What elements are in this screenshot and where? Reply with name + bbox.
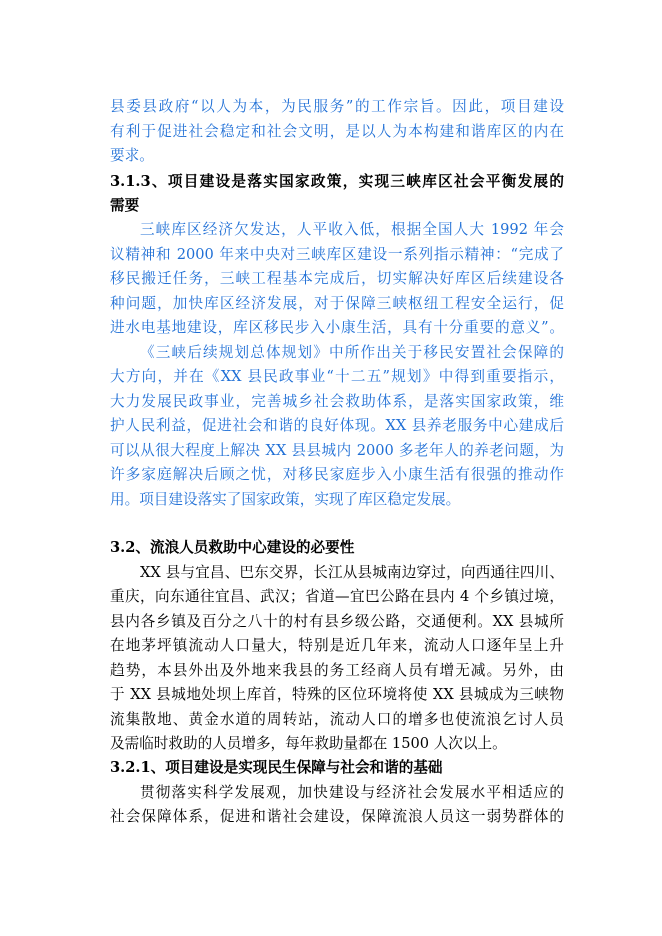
paragraph-line: 县内各乡镇及百分之八十的村有县乡级公路，交通便利。XX 县城所 [110,613,564,630]
paragraph-line: 趋势，本县外出及外地来我县的务工经商人员有增无减。另外，由 [110,662,564,679]
paragraph-line: 种问题，加快库区经济发展，对于保障三峡枢纽工程安全运行，促 [110,295,564,312]
paragraph-line: 移民搬迁任务，三峡工程基本完成后，切实解决好库区后续建设各 [110,270,564,287]
section-heading: 3.2.1、项目建设是实现民生保障与社会和谐的基础 [110,759,443,776]
paragraph-line: 《三峡后续规划总体规划》中所作出关于移民安置社会保障的 [140,344,564,361]
paragraph-line: 重庆，向东通往宜昌、武汉；省道—宜巴公路在县内 4 个乡镇过境， [110,588,564,605]
paragraph-line: 许多家庭解决后顾之忧，对移民家庭步入小康生活有很强的推动作 [110,466,564,483]
paragraph-line: 于 XX 县城地处坝上库首，特殊的区位环境将使 XX 县城成为三峡物 [110,686,564,703]
paragraph-line: 贯彻落实科学发展观，加快建设与经济社会发展水平相适应的 [140,784,564,801]
paragraph-line: XX 县与宜昌、巴东交界，长江从县城南边穿过，向西通往四川、 [140,564,564,581]
section-heading: 需要 [110,197,140,214]
paragraph-line: 大力发展民政事业，完善城乡社会救助体系，是落实国家政策，维 [110,393,564,410]
paragraph-line: 在地茅坪镇流动人口量大，特别是近几年来，流动人口逐年呈上升 [110,637,564,654]
paragraph-line: 用。项目建设落实了国家政策，实现了库区稳定发展。 [110,491,461,508]
paragraph-line: 流集散地、黄金水道的周转站，流动人口的增多也使流浪乞讨人员 [110,711,564,728]
paragraph-line: 进水电基地建设，库区移民步入小康生活，具有十分重要的意义”。 [110,319,564,336]
paragraph-line: 要求。 [110,147,154,164]
paragraph-line: 三峡库区经济欠发达，人平收入低，根据全国人大 1992 年会 [140,221,564,238]
paragraph-line: 县委县政府“以人为本，为民服务”的工作宗旨。因此，项目建设 [110,98,564,115]
section-heading: 3.2、流浪人员救助中心建设的必要性 [110,539,355,556]
section-heading: 3.1.3、项目建设是落实国家政策，实现三峡库区社会平衡发展的 [110,173,564,190]
paragraph-line: 大方向，并在《XX 县民政事业“十二五”规划》中得到重要指示， [110,368,564,385]
paragraph-line: 社会保障体系，促进和谐社会建设，保障流浪人员这一弱势群体的 [110,808,564,825]
paragraph-line: 议精神和 2000 年来中央对三峡库区建设一系列指示精神：“完成了 [110,246,564,263]
paragraph-line: 有利于促进社会稳定和社会文明，是以人为本构建和谐库区的内在 [110,123,564,140]
paragraph-line: 护人民利益，促进社会和谐的良好体现。XX 县养老服务中心建成后 [110,417,564,434]
paragraph-line: 及需临时救助的人员增多，每年救助量都在 1500 人次以上。 [110,735,507,752]
paragraph-line: 可以从很大程度上解决 XX 县县城内 2000 多老年人的养老问题，为 [110,442,564,459]
